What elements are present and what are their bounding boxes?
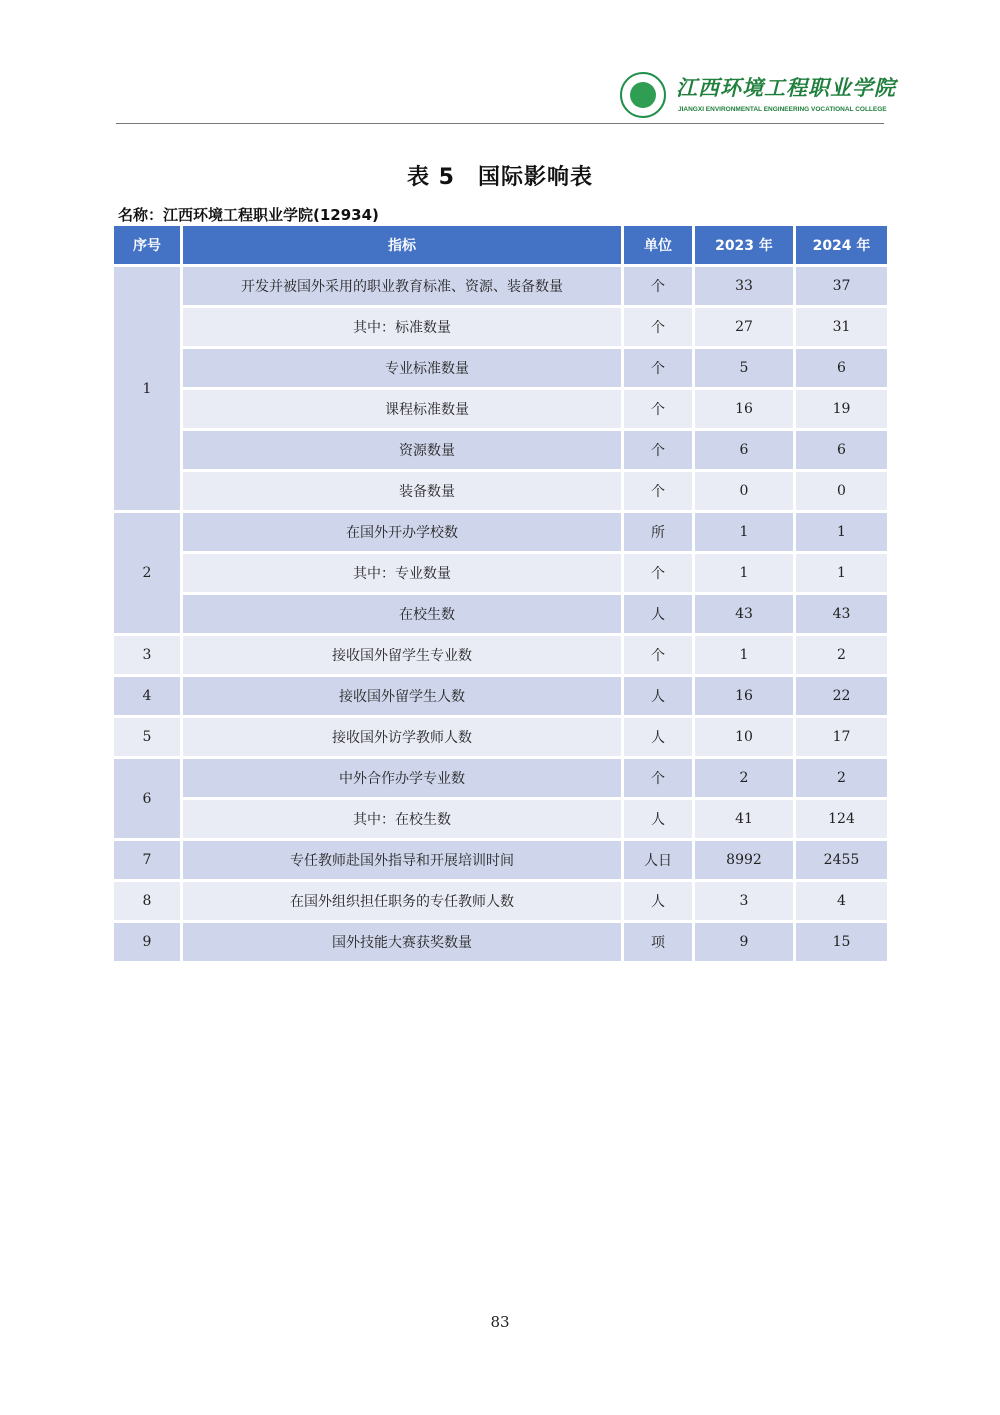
- org-label: 名称：江西环境工程职业学院(12934): [118, 206, 379, 224]
- unit-cell: 个: [624, 759, 692, 797]
- table-row: [114, 759, 887, 797]
- indicator-cell: 接收国外留学生专业数: [183, 636, 621, 674]
- indicator-cell: 资源数量: [183, 431, 621, 469]
- value-2023-cell: 10: [695, 718, 793, 756]
- value-2023-cell: 27: [695, 308, 793, 346]
- indicator-cell: 国外技能大赛获奖数量: [183, 923, 621, 961]
- indicator-cell: 专业标准数量: [183, 349, 621, 387]
- unit-cell: 个: [624, 636, 692, 674]
- emblem-icon: [620, 72, 666, 118]
- value-2024-cell: 17: [796, 718, 887, 756]
- value-2024-cell: 124: [796, 800, 887, 838]
- page-number: 83: [490, 1313, 510, 1331]
- value-2024-cell: 2: [796, 636, 887, 674]
- header-indicator: 指标: [183, 226, 621, 264]
- seq-cell: 5: [114, 718, 180, 756]
- seq-cell: 3: [114, 636, 180, 674]
- seq-cell: 9: [114, 923, 180, 961]
- unit-cell: 个: [624, 554, 692, 592]
- header-seq: 序号: [114, 226, 180, 264]
- indicator-cell: 接收国外留学生人数: [183, 677, 621, 715]
- seq-cell: 6: [114, 759, 180, 838]
- indicator-cell: 在国外组织担任职务的专任教师人数: [183, 882, 621, 920]
- value-2023-cell: 6: [695, 431, 793, 469]
- value-2023-cell: 8992: [695, 841, 793, 879]
- indicator-cell: 装备数量: [183, 472, 621, 510]
- unit-cell: 人: [624, 718, 692, 756]
- header-2024: 2024 年: [796, 226, 887, 264]
- table-row: [114, 308, 887, 346]
- indicator-cell: 其中：在校生数: [183, 800, 621, 838]
- college-logo: [620, 70, 896, 120]
- page-header: [116, 66, 896, 124]
- value-2023-cell: 0: [695, 472, 793, 510]
- table-title: 表 5 国际影响表: [407, 165, 593, 190]
- unit-cell: 人: [624, 800, 692, 838]
- value-2023-cell: 1: [695, 554, 793, 592]
- table-row: [114, 595, 887, 633]
- table-row: [114, 841, 887, 879]
- unit-cell: 个: [624, 308, 692, 346]
- table-row: [114, 800, 887, 838]
- value-2023-cell: 2: [695, 759, 793, 797]
- seq-cell: 7: [114, 841, 180, 879]
- indicator-cell: 在校生数: [183, 595, 621, 633]
- table-header-row: [114, 226, 887, 264]
- indicator-cell: 课程标准数量: [183, 390, 621, 428]
- value-2024-cell: 6: [796, 431, 887, 469]
- table-row: [114, 390, 887, 428]
- logo-english-name: JIANGXI ENVIRONMENTAL ENGINEERING VOCATIONAL COLLEGE: [678, 106, 887, 113]
- indicator-cell: 其中：专业数量: [183, 554, 621, 592]
- table-row: [114, 923, 887, 961]
- international-influence-table: [111, 223, 890, 964]
- value-2024-cell: 2455: [796, 841, 887, 879]
- seq-cell: 1: [114, 267, 180, 510]
- table-row: [114, 718, 887, 756]
- value-2023-cell: 16: [695, 677, 793, 715]
- value-2023-cell: 1: [695, 513, 793, 551]
- header-2023: 2023 年: [695, 226, 793, 264]
- indicator-cell: 接收国外访学教师人数: [183, 718, 621, 756]
- seq-cell: 2: [114, 513, 180, 633]
- value-2024-cell: 37: [796, 267, 887, 305]
- value-2024-cell: 43: [796, 595, 887, 633]
- unit-cell: 人日: [624, 841, 692, 879]
- indicator-cell: 在国外开办学校数: [183, 513, 621, 551]
- unit-cell: 个: [624, 390, 692, 428]
- table-row: [114, 636, 887, 674]
- value-2023-cell: 33: [695, 267, 793, 305]
- table-row: [114, 267, 887, 305]
- value-2023-cell: 41: [695, 800, 793, 838]
- unit-cell: 人: [624, 677, 692, 715]
- unit-cell: 个: [624, 267, 692, 305]
- value-2024-cell: 15: [796, 923, 887, 961]
- table-row: [114, 472, 887, 510]
- unit-cell: 个: [624, 349, 692, 387]
- indicator-cell: 专任教师赴国外指导和开展培训时间: [183, 841, 621, 879]
- logo-chinese-name: 江西环境工程职业学院: [676, 75, 896, 100]
- value-2024-cell: 19: [796, 390, 887, 428]
- table-row: [114, 882, 887, 920]
- table-row: [114, 513, 887, 551]
- indicator-cell: 其中：标准数量: [183, 308, 621, 346]
- value-2024-cell: 1: [796, 513, 887, 551]
- unit-cell: 所: [624, 513, 692, 551]
- indicator-cell: 开发并被国外采用的职业教育标准、资源、装备数量: [183, 267, 621, 305]
- value-2024-cell: 1: [796, 554, 887, 592]
- value-2023-cell: 1: [695, 636, 793, 674]
- value-2024-cell: 0: [796, 472, 887, 510]
- value-2023-cell: 43: [695, 595, 793, 633]
- value-2023-cell: 16: [695, 390, 793, 428]
- unit-cell: 人: [624, 595, 692, 633]
- table-row: [114, 554, 887, 592]
- value-2024-cell: 2: [796, 759, 887, 797]
- unit-cell: 项: [624, 923, 692, 961]
- unit-cell: 人: [624, 882, 692, 920]
- header-unit: 单位: [624, 226, 692, 264]
- value-2023-cell: 5: [695, 349, 793, 387]
- unit-cell: 个: [624, 472, 692, 510]
- table-row: [114, 349, 887, 387]
- value-2024-cell: 22: [796, 677, 887, 715]
- value-2023-cell: 9: [695, 923, 793, 961]
- value-2024-cell: 6: [796, 349, 887, 387]
- seq-cell: 8: [114, 882, 180, 920]
- unit-cell: 个: [624, 431, 692, 469]
- indicator-cell: 中外合作办学专业数: [183, 759, 621, 797]
- value-2024-cell: 4: [796, 882, 887, 920]
- seq-cell: 4: [114, 677, 180, 715]
- table-row: [114, 677, 887, 715]
- table-row: [114, 431, 887, 469]
- value-2023-cell: 3: [695, 882, 793, 920]
- value-2024-cell: 31: [796, 308, 887, 346]
